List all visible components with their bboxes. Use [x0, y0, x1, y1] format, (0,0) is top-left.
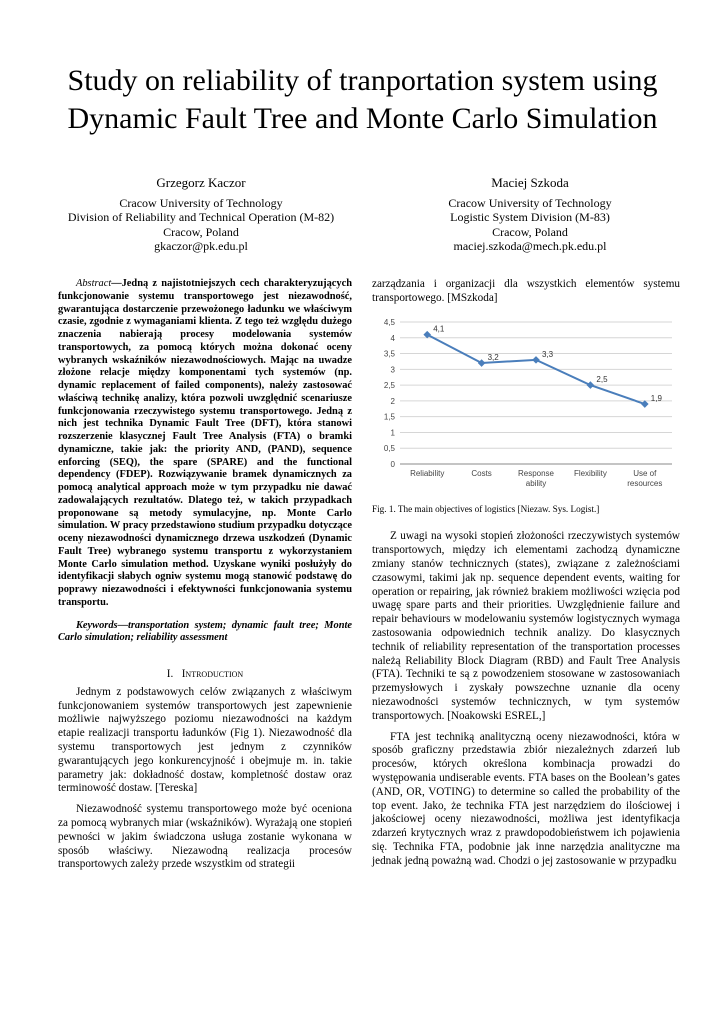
y-tick-label: 1 [390, 428, 395, 438]
paper-title [0, 62, 725, 138]
x-tick-label: Costs [471, 468, 492, 478]
data-label: 4,1 [433, 324, 445, 334]
author-location: Cracow, Poland [163, 224, 239, 239]
author-block-1 [40, 176, 362, 254]
title-line-2: Dynamic Fault Tree and Monte Carlo Simulation [67, 102, 658, 135]
x-tick-label: ability [525, 478, 547, 488]
author-email[interactable]: maciej.szkoda@mech.pk.edu.pl [453, 239, 607, 254]
y-tick-label: 2,5 [383, 380, 395, 390]
author-affiliation: Cracow University of Technology [119, 195, 283, 210]
body-paragraph-1: Z uwagi na wysoki stopień złożoności rzeczywistych systemów transportowych, między ich elementami zachodzą dynamiczne zmiany stanów technicznych (states), związane z zależnościami czasowymi, takimi jak np. sequence dependent events, waiting for operation or repairing, jak również brakiem możliwości wzięcia pod uwagę spare parts and their priorities. Uwzględnienie failure and repair behaviours w modelowaniu systemów logistycznych wymaga zastosowania odpowiednich technik analizy. Do klasycznych technik of reliability representation of the transportation processes należą Reliability Block Diagram (RBD) and Fault Tree Analysis (FTA). Techniki te są z powodzeniem stosowane w zastosowaniach przemysłowych i zyskały powszechne uznanie dla oceny niezawodności systemów technicznych, w tym systemów transportowych. [Noakowski ESREL,] [372, 530, 680, 722]
keywords: Keywords—transportation system; dynamic fault tree; Monte Carlo simulation; reliability assessment [58, 619, 352, 644]
right-column [372, 278, 680, 869]
author-name: Maciej Szkoda [491, 175, 569, 190]
data-label: 2,5 [596, 374, 608, 384]
continued-paragraph: zarządzania i organizacji dla wszystkich elementów systemu transportowego. [MSzkoda] [372, 278, 680, 304]
data-point [478, 359, 486, 367]
y-tick-label: 4,5 [383, 317, 395, 327]
y-tick-label: 4 [390, 333, 395, 343]
intro-paragraph-1: Jednym z podstawowych celów związanych z właściwym funkcjonowaniem systemów transportowych jest zapewnienie możliwie najwyższego poziomu niezawodności na każdym etapie realizacji transportu ładunków (Fig 1). Niezawodność dla systemu transportowych jest jednym z czynników gwarantujących jego konkurencyjność i obejmuje m. in. takie parametry jak: dokładność dostaw, kompletność dostaw oraz terminowość dostaw. [Tereska] [58, 685, 352, 795]
data-point [532, 356, 540, 364]
data-label: 3,2 [487, 352, 499, 362]
abstract-text: —Jedną z najistotniejszych cech charakteryzujących funkcjonowanie systemu transportowego jest niezawodność, gwarantująca dostarczenie przewożonego ładunku we właściwym czasie, zgodnie z wymaganiami klienta. Z tego też względu dużego znaczenia nabierają procesy modelowania systemów transportowych, za pomocą których można dokonać oceny wybranych wskaźników niezawodnościowych. Mając na uwadze złożone relacje między komponentami tych systemów (np. dynamic replacement of failed components), należy zastosować właściwą technikę analizy, która pozwoli uwzględnić scenariusze funkcjonowania rzeczywistego systemu transportowego. Jedną z nich jest technika Dynamic Fault Tree (DFT), która stanowi rozszerzenie klasycznej Fault Tree Analysis (FTA) o bramki dynamiczne, takie jak: the priority AND, (PAND), sequence enforcing (SEQ), the spare (SPARE) and the functional dependency (FDEP). Rozwiązywanie bramek dynamicznych za pomocą analytical approach może w tym przypadku nie dawać zadowalających rezultatów. Dlatego też, w takich przypadkach proponowane są metody symulacyjne, np. Monte Carlo simulation. W pracy przedstawiono studium przypadku dotyczące oceny niezawodności dynamicznego drzewa uszkodzeń (Dynamic Fault Tree) wybranego systemu transportu z wykorzystaniem Monte Carlo simulation method. Uzyskane wyniki posłużyły do identyfikacji słabych ogniw systemu mogą stanowić podstawę do poprawy niezawodności i efektywności funkcjonowania systemu transportu. [58, 278, 352, 608]
x-tick-label: Flexibility [573, 468, 607, 478]
abstract [58, 278, 352, 610]
figure-caption: Fig. 1. The main objectives of logistics [Niezaw. Sys. Logist.] [372, 503, 600, 514]
y-tick-label: 1,5 [383, 412, 395, 422]
section-title: Introduction [181, 668, 244, 680]
abstract-label: Abstract [76, 278, 112, 289]
section-heading [58, 668, 352, 682]
author-division: Logistic System Division (M-83) [450, 210, 610, 225]
y-tick-label: 2 [390, 396, 395, 406]
author-block-2 [364, 176, 696, 254]
data-point [587, 381, 595, 389]
section-number: I. [166, 668, 174, 680]
title-line-1: Study on reliability of tranportation system using [67, 64, 658, 97]
line-chart [372, 314, 680, 500]
x-tick-label: resources [627, 478, 663, 488]
y-tick-label: 0 [390, 459, 395, 469]
intro-paragraph-2: Niezawodność systemu transportowego może być oceniona za pomocą wybranych miar (wskaźników). Wyrażają one stopień pewności w jakim świadczona usługa zostanie wykonana w sposób właściwy. Niezawodną realizacja procesów transportowych zależy przede wszystkim od strategii [58, 803, 352, 871]
x-tick-label: Use of [633, 468, 657, 478]
author-name: Grzegorz Kaczor [156, 175, 246, 190]
y-tick-label: 0,5 [383, 443, 395, 453]
x-tick-label: Reliability [410, 468, 445, 478]
body-paragraph-2: FTA jest techniką analityczną oceny niezawodności, która w sposób graficzny przedstawia zbiór niezależnych zdarzeń lub procesów, których określona kombinacja prowadzi do występowania undiserable events. FTA bases on the Boolean’s gates (AND, OR, VOTING) to determine so called the probability of the top event. Jako, że technika FTA jest narzędziem do ilościowej i jakościowej oceny niezawodności, możliwa jest identyfikacja zdarzeń krytycznych wraz z prawdopodobieństwem ich pojawienia się. Technika FTA, podobnie jak inne narzędzia analityczne ma jednak jedną poważną wad. Chodzi o jej zastosowanie w przypadku [372, 730, 680, 867]
author-affiliation: Cracow University of Technology [448, 195, 612, 210]
y-tick-label: 3 [390, 364, 395, 374]
figure-1 [372, 314, 680, 500]
left-column [58, 278, 352, 872]
author-location: Cracow, Poland [492, 224, 568, 239]
author-division: Division of Reliability and Technical Operation (M-82) [67, 210, 335, 225]
data-label: 1,9 [650, 393, 662, 403]
data-label: 3,3 [542, 349, 554, 359]
author-email[interactable]: gkaczor@pk.edu.pl [154, 239, 248, 254]
x-tick-label: Response [517, 468, 555, 478]
y-tick-label: 3,5 [383, 349, 395, 359]
